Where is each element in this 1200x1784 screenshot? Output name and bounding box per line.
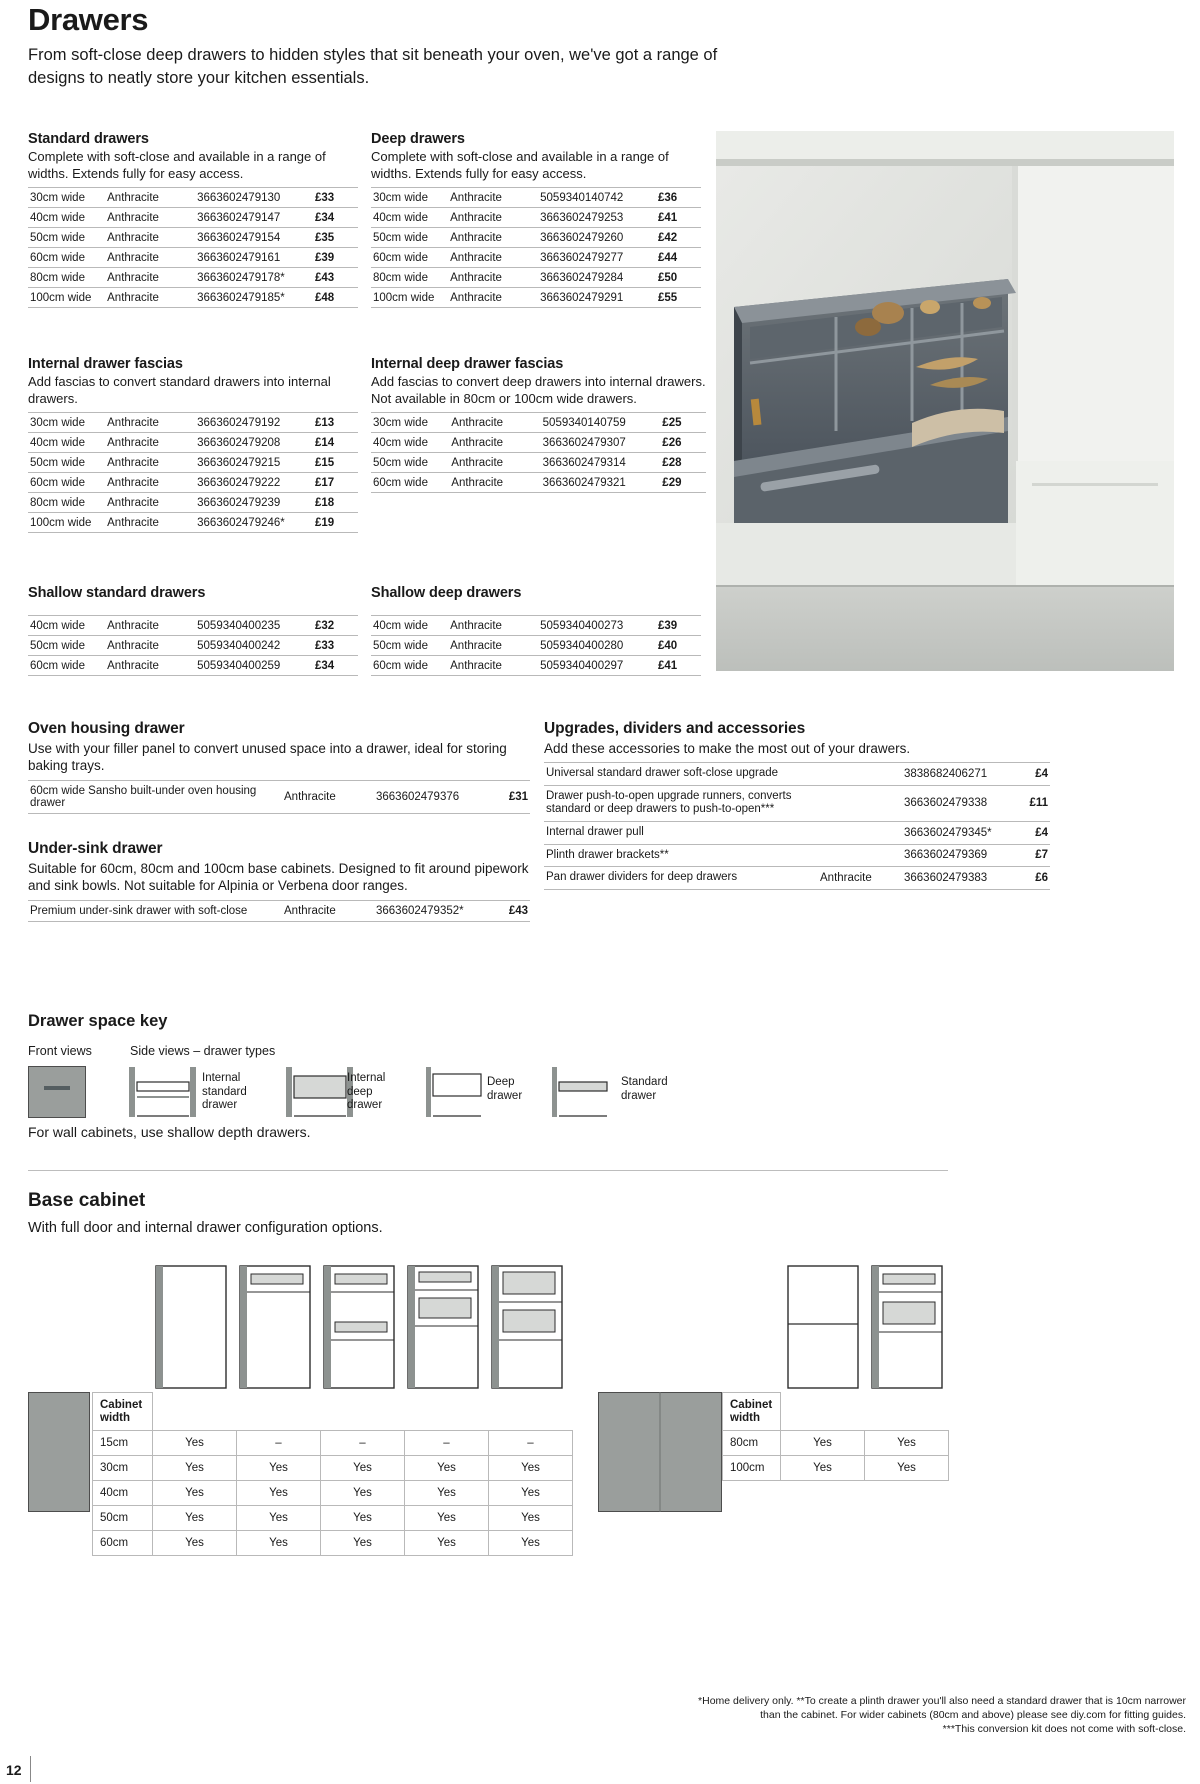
matrix-cell: Yes [153, 1506, 237, 1531]
matrix-cell: Yes [153, 1431, 237, 1456]
table-row [28, 268, 358, 288]
row-description: Universal standard drawer soft-close upgrade [544, 763, 818, 786]
row-code: 3663602479321 [541, 473, 661, 493]
row-price: £33 [313, 188, 358, 208]
row-code: 3663602479345* [902, 821, 1014, 844]
internal-fascias-sub: Add fascias to convert standard drawers into internal drawers. [28, 374, 331, 406]
matrix-cell: Yes [405, 1456, 489, 1481]
upgrades-table [544, 762, 1050, 889]
table-row [28, 656, 358, 676]
matrix-cell: Yes [865, 1431, 949, 1456]
internal-fascias-block [28, 356, 358, 533]
row-description: Drawer push-to-open upgrade runners, converts standard or deep drawers to push-to-open*** [544, 785, 818, 821]
row-price: £26 [660, 433, 706, 453]
row-width: 50cm wide [28, 453, 105, 473]
row-colour: Anthracite [105, 248, 195, 268]
row-price: £34 [313, 656, 358, 676]
page-intro: From soft-close deep drawers to hidden styles that sit beneath your oven, we've got a range of designs to neatly store your kitchen essentials. [28, 46, 718, 88]
page-title: Drawers [28, 2, 149, 37]
row-width: 100cm wide [28, 288, 105, 308]
table-row [544, 785, 1050, 821]
row-code: 5059340400297 [538, 656, 656, 676]
matrix-cell: Yes [405, 1531, 489, 1556]
row-code: 5059340400259 [195, 656, 313, 676]
row-code: 3663602479178* [195, 268, 313, 288]
row-code: 3663602479192 [195, 413, 313, 433]
row-colour: Anthracite [448, 208, 538, 228]
table-row [28, 433, 358, 453]
row-description: Internal drawer pull [544, 821, 818, 844]
key-label-internal-deep: Internal deep drawer [347, 1072, 386, 1112]
row-code: 3663602479222 [195, 473, 313, 493]
row-width: 30cm wide [28, 413, 105, 433]
row-colour: Anthracite [105, 268, 195, 288]
page-number-rule [30, 1756, 31, 1782]
row-colour: Anthracite [449, 413, 540, 433]
row-description: Pan drawer dividers for deep drawers [544, 867, 818, 890]
row-code: 5059340400242 [195, 636, 313, 656]
row-code: 3663602479383 [902, 867, 1014, 890]
row-price: £34 [313, 208, 358, 228]
table-row [28, 248, 358, 268]
footnote-line-1: *Home delivery only. **To create a plinth drawer you'll also need a standard drawer that is 10cm narrower [698, 1695, 1186, 1707]
row-code: 3663602479277 [538, 248, 656, 268]
row-width: 50cm wide [371, 636, 448, 656]
section-divider [28, 1170, 948, 1171]
standard-drawers-heading: Standard drawers [28, 131, 149, 147]
cabinet-width-label: 40cm [93, 1481, 153, 1506]
matrix-cell: Yes [237, 1506, 321, 1531]
side-views-label: Side views – drawer types [130, 1044, 276, 1058]
row-colour: Anthracite [105, 513, 195, 533]
table-row [28, 288, 358, 308]
base-cabinet-matrix-left [92, 1392, 573, 1556]
standard-drawers-block [28, 131, 358, 308]
row-colour: Anthracite [448, 656, 538, 676]
row-code: 3663602479161 [195, 248, 313, 268]
upgrades-sub: Add these accessories to make the most out of your drawers. [544, 741, 911, 756]
oven-housing-code: 3663602479376 [374, 780, 490, 813]
table-row [371, 473, 706, 493]
row-colour: Anthracite [448, 616, 538, 636]
row-price: £15 [313, 453, 358, 473]
key-label-internal-standard: Internal standard drawer [202, 1072, 247, 1112]
row-width: 40cm wide [28, 616, 105, 636]
matrix-cell: Yes [489, 1506, 573, 1531]
row-colour: Anthracite [105, 228, 195, 248]
table-row [544, 821, 1050, 844]
table-row [28, 228, 358, 248]
row-code: 3663602479284 [538, 268, 656, 288]
key-label-deep: Deep drawer [487, 1076, 523, 1102]
row-width: 100cm wide [28, 513, 105, 533]
row-code: 3663602479291 [538, 288, 656, 308]
cabinet-width-label: 60cm [93, 1531, 153, 1556]
row-price: £44 [656, 248, 701, 268]
matrix-cell: Yes [237, 1481, 321, 1506]
row-price: £32 [313, 616, 358, 636]
row-code: 3663602479246* [195, 513, 313, 533]
row-price: £41 [656, 656, 701, 676]
row-width: 40cm wide [28, 433, 105, 453]
base-cabinet-front-swatch-left [28, 1392, 90, 1512]
footnote-line-3: ***This conversion kit does not come with soft-close. [942, 1723, 1186, 1736]
row-price: £6 [1014, 867, 1050, 890]
row-price: £11 [1014, 785, 1050, 821]
shallow-deep-block [371, 585, 701, 676]
table-row [371, 208, 701, 228]
row-price: £28 [660, 453, 706, 473]
row-colour: Anthracite [105, 208, 195, 228]
shallow-standard-block [28, 585, 358, 676]
matrix-row [723, 1456, 949, 1481]
cabinet-width-label: 100cm [723, 1456, 781, 1481]
row-code: 3663602479208 [195, 433, 313, 453]
row-code: 5059340400273 [538, 616, 656, 636]
matrix-header-row [723, 1393, 949, 1431]
row-colour: Anthracite [105, 188, 195, 208]
row-colour: Anthracite [818, 867, 902, 890]
cabinet-width-label: 30cm [93, 1456, 153, 1481]
row-code: 3663602479338 [902, 785, 1014, 821]
row-price: £48 [313, 288, 358, 308]
table-row [28, 780, 530, 813]
under-sink-code: 3663602479352* [374, 900, 490, 921]
matrix-cell: Yes [153, 1456, 237, 1481]
oven-housing-table [28, 780, 530, 814]
drawer-space-key-heading: Drawer space key [28, 1012, 168, 1030]
row-width: 50cm wide [371, 228, 448, 248]
row-code: 3663602479154 [195, 228, 313, 248]
row-price: £25 [660, 413, 706, 433]
row-width: 60cm wide [28, 248, 105, 268]
row-price: £33 [313, 636, 358, 656]
row-colour [818, 763, 902, 786]
row-width: 80cm wide [371, 268, 448, 288]
row-price: £42 [656, 228, 701, 248]
deep-drawers-table [371, 187, 701, 308]
row-price: £55 [656, 288, 701, 308]
under-sink-sub: Suitable for 60cm, 80cm and 100cm base cabinets. Designed to fit around pipework and sink bowls. Not suitable for Alpinia or Verbena door ranges. [28, 861, 529, 894]
under-sink-price: £43 [490, 900, 530, 921]
matrix-cell: – [237, 1431, 321, 1456]
matrix-cell: Yes [321, 1506, 405, 1531]
matrix-header-row [93, 1393, 573, 1431]
matrix-cell: Yes [489, 1481, 573, 1506]
oven-housing-heading: Oven housing drawer [28, 720, 185, 737]
table-row [28, 208, 358, 228]
footnote-line-2: than the cabinet. For wider cabinets (80cm and above) please see diy.com for fitting guides. [760, 1709, 1186, 1722]
row-description: Plinth drawer brackets** [544, 844, 818, 867]
internal-deep-fascias-sub: Add fascias to convert deep drawers into internal drawers. Not available in 80cm or 100cm wide drawers. [371, 374, 706, 406]
row-width: 60cm wide [371, 473, 449, 493]
matrix-cell: Yes [321, 1531, 405, 1556]
row-width: 40cm wide [371, 208, 448, 228]
under-sink-desc: Premium under-sink drawer with soft-close [28, 900, 282, 921]
table-row [28, 900, 530, 921]
row-colour [818, 821, 902, 844]
cabinet-width-header-left: Cabinet width [93, 1393, 153, 1431]
cabinet-width-header-right: Cabinet width [723, 1393, 781, 1431]
under-sink-table [28, 900, 530, 922]
row-price: £35 [313, 228, 358, 248]
row-width: 40cm wide [371, 616, 448, 636]
row-colour: Anthracite [105, 656, 195, 676]
table-row [28, 493, 358, 513]
matrix-cell: Yes [781, 1456, 865, 1481]
row-code: 3663602479185* [195, 288, 313, 308]
deep-drawers-heading: Deep drawers [371, 131, 465, 147]
oven-housing-sub: Use with your filler panel to convert unused space into a drawer, ideal for storing baking trays. [28, 741, 507, 774]
row-colour: Anthracite [448, 248, 538, 268]
table-row [371, 248, 701, 268]
row-price: £17 [313, 473, 358, 493]
table-row [544, 844, 1050, 867]
matrix-cell: Yes [781, 1431, 865, 1456]
row-colour: Anthracite [105, 288, 195, 308]
row-colour: Anthracite [105, 413, 195, 433]
base-cabinet-diagrams-right [784, 1262, 956, 1392]
base-cabinet-front-swatch-right [598, 1392, 722, 1512]
row-price: £4 [1014, 821, 1050, 844]
row-code: 5059340400235 [195, 616, 313, 636]
cabinet-width-label: 80cm [723, 1431, 781, 1456]
row-width: 40cm wide [28, 208, 105, 228]
row-width: 60cm wide [371, 656, 448, 676]
matrix-row [93, 1431, 573, 1456]
table-row [371, 288, 701, 308]
matrix-cell: Yes [237, 1456, 321, 1481]
deep-drawers-sub: Complete with soft-close and available in a range of widths. Extends fully for easy access. [371, 149, 669, 181]
front-views-label: Front views [28, 1044, 92, 1058]
internal-standard-drawer-icon [128, 1066, 198, 1118]
internal-fascias-heading: Internal drawer fascias [28, 356, 183, 372]
table-row [371, 636, 701, 656]
shallow-standard-table [28, 615, 358, 676]
row-width: 100cm wide [371, 288, 448, 308]
matrix-cell: Yes [321, 1456, 405, 1481]
row-colour: Anthracite [449, 453, 540, 473]
row-code: 3838682406271 [902, 763, 1014, 786]
row-width: 30cm wide [371, 188, 448, 208]
row-colour [818, 785, 902, 821]
row-colour [818, 844, 902, 867]
table-row [371, 433, 706, 453]
table-row [371, 616, 701, 636]
row-price: £41 [656, 208, 701, 228]
matrix-row [93, 1531, 573, 1556]
matrix-cell: Yes [321, 1481, 405, 1506]
drawer-hero-photo [716, 131, 1174, 671]
standard-drawers-table [28, 187, 358, 308]
table-row [28, 636, 358, 656]
internal-deep-fascias-block [371, 356, 706, 493]
table-row [371, 413, 706, 433]
footnotes [486, 1694, 1186, 1737]
base-cabinet-sub: With full door and internal drawer configuration options. [28, 1220, 383, 1236]
table-row [28, 616, 358, 636]
table-row [371, 453, 706, 473]
under-sink-heading: Under-sink drawer [28, 840, 163, 857]
row-width: 50cm wide [371, 453, 449, 473]
base-cabinet-diagrams-left [152, 1262, 572, 1392]
drawer-key-note: For wall cabinets, use shallow depth drawers. [28, 1124, 311, 1140]
table-row [544, 867, 1050, 890]
matrix-cell: Yes [489, 1531, 573, 1556]
row-width: 30cm wide [371, 413, 449, 433]
internal-deep-fascias-heading: Internal deep drawer fascias [371, 356, 564, 372]
row-colour: Anthracite [105, 616, 195, 636]
internal-deep-fascias-table [371, 412, 706, 493]
row-code: 3663602479253 [538, 208, 656, 228]
shallow-deep-table [371, 615, 701, 676]
row-code: 3663602479369 [902, 844, 1014, 867]
matrix-cell: – [321, 1431, 405, 1456]
row-colour: Anthracite [105, 453, 195, 473]
cabinet-width-label: 50cm [93, 1506, 153, 1531]
standard-drawer-icon [551, 1066, 613, 1118]
oven-housing-desc: 60cm wide Sansho built-under oven housing drawer [28, 780, 282, 813]
row-code: 5059340400280 [538, 636, 656, 656]
row-colour: Anthracite [448, 288, 538, 308]
table-row [28, 413, 358, 433]
table-row [28, 513, 358, 533]
row-width: 80cm wide [28, 493, 105, 513]
matrix-cell: Yes [237, 1531, 321, 1556]
row-colour: Anthracite [449, 433, 540, 453]
row-price: £13 [313, 413, 358, 433]
row-code: 3663602479260 [538, 228, 656, 248]
internal-fascias-table [28, 412, 358, 533]
row-code: 3663602479130 [195, 188, 313, 208]
row-price: £4 [1014, 763, 1050, 786]
internal-deep-drawer-icon [285, 1066, 355, 1118]
row-width: 40cm wide [371, 433, 449, 453]
row-colour: Anthracite [105, 493, 195, 513]
row-width: 50cm wide [28, 636, 105, 656]
matrix-cell: Yes [865, 1456, 949, 1481]
table-row [371, 656, 701, 676]
shallow-deep-heading: Shallow deep drawers [371, 585, 522, 601]
row-price: £40 [656, 636, 701, 656]
row-price: £19 [313, 513, 358, 533]
deep-drawer-icon [425, 1066, 487, 1118]
table-row [28, 473, 358, 493]
upgrades-heading: Upgrades, dividers and accessories [544, 720, 806, 737]
row-width: 30cm wide [28, 188, 105, 208]
matrix-cell: – [405, 1431, 489, 1456]
matrix-row [723, 1431, 949, 1456]
row-colour: Anthracite [448, 268, 538, 288]
row-price: £29 [660, 473, 706, 493]
row-colour: Anthracite [105, 636, 195, 656]
key-label-standard: Standard drawer [621, 1076, 668, 1102]
table-row [28, 188, 358, 208]
oven-housing-price: £31 [490, 780, 530, 813]
row-price: £39 [313, 248, 358, 268]
matrix-row [93, 1456, 573, 1481]
row-price: £14 [313, 433, 358, 453]
row-code: 3663602479314 [541, 453, 661, 473]
matrix-cell: Yes [153, 1531, 237, 1556]
base-cabinet-heading: Base cabinet [28, 1190, 146, 1211]
row-code: 3663602479147 [195, 208, 313, 228]
row-code: 5059340140742 [538, 188, 656, 208]
base-cabinet-matrix-right [722, 1392, 949, 1481]
row-colour: Anthracite [105, 473, 195, 493]
row-price: £18 [313, 493, 358, 513]
matrix-row [93, 1481, 573, 1506]
oven-housing-block [28, 720, 530, 814]
row-price: £43 [313, 268, 358, 288]
row-width: 60cm wide [371, 248, 448, 268]
front-view-swatch [28, 1066, 86, 1118]
under-sink-block [28, 840, 530, 922]
table-row [544, 763, 1050, 786]
row-code: 3663602479215 [195, 453, 313, 473]
page-number: 12 [6, 1762, 22, 1778]
row-code: 3663602479307 [541, 433, 661, 453]
row-colour: Anthracite [448, 228, 538, 248]
matrix-cell: – [489, 1431, 573, 1456]
row-price: £7 [1014, 844, 1050, 867]
table-row [371, 228, 701, 248]
matrix-cell: Yes [405, 1481, 489, 1506]
row-colour: Anthracite [448, 636, 538, 656]
row-code: 3663602479239 [195, 493, 313, 513]
row-price: £50 [656, 268, 701, 288]
matrix-row [93, 1506, 573, 1531]
table-row [371, 268, 701, 288]
row-width: 60cm wide [28, 473, 105, 493]
row-price: £36 [656, 188, 701, 208]
table-row [371, 188, 701, 208]
matrix-cell: Yes [405, 1506, 489, 1531]
row-code: 5059340140759 [541, 413, 661, 433]
shallow-standard-heading: Shallow standard drawers [28, 585, 206, 601]
cabinet-width-label: 15cm [93, 1431, 153, 1456]
upgrades-block [544, 720, 1050, 890]
row-colour: Anthracite [448, 188, 538, 208]
row-colour: Anthracite [105, 433, 195, 453]
row-width: 60cm wide [28, 656, 105, 676]
row-price: £39 [656, 616, 701, 636]
under-sink-colour: Anthracite [282, 900, 374, 921]
row-width: 50cm wide [28, 228, 105, 248]
oven-housing-colour: Anthracite [282, 780, 374, 813]
matrix-cell: Yes [489, 1456, 573, 1481]
row-colour: Anthracite [449, 473, 540, 493]
row-width: 80cm wide [28, 268, 105, 288]
table-row [28, 453, 358, 473]
deep-drawers-block [371, 131, 701, 308]
matrix-cell: Yes [153, 1481, 237, 1506]
standard-drawers-sub: Complete with soft-close and available in a range of widths. Extends fully for easy access. [28, 149, 326, 181]
